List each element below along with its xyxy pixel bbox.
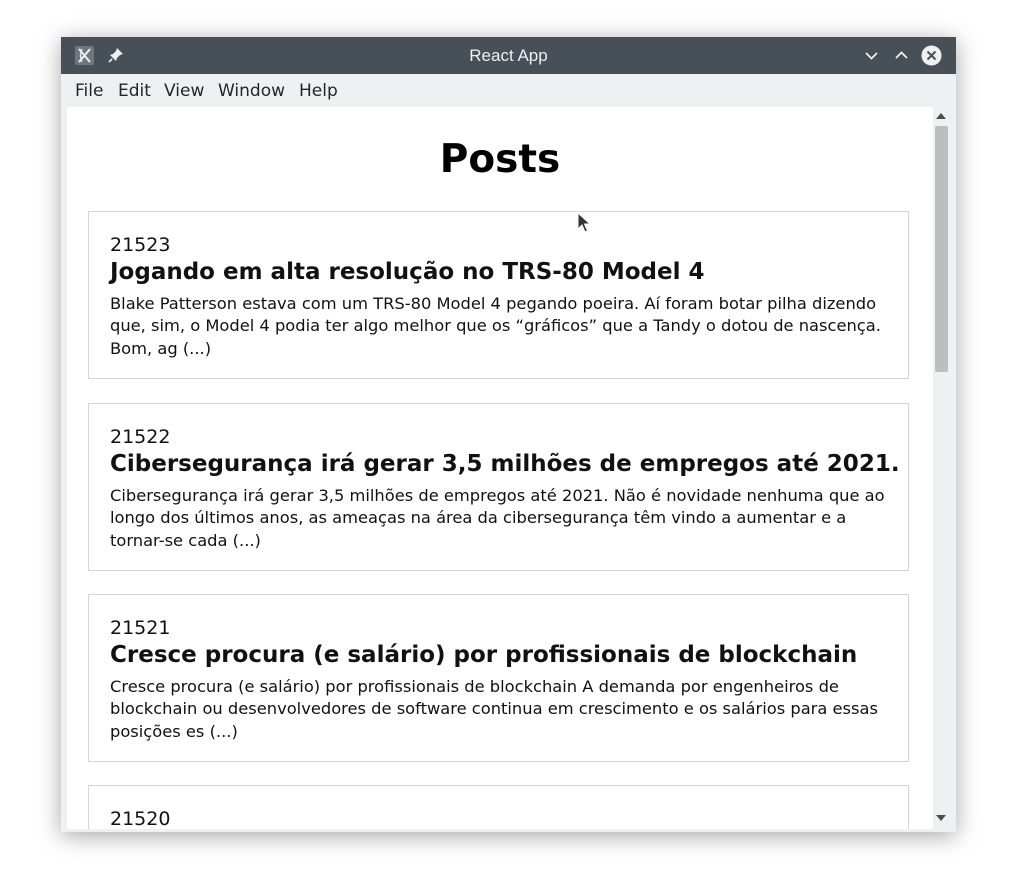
menu-file[interactable]: File <box>75 81 104 101</box>
post-title: Cresce procura (e salário) por profissionais de blockchain <box>110 642 858 668</box>
post-excerpt: Blake Patterson estava com um TRS-80 Model 4 pegando poeira. Aí foram botar pilha dizendo que, sim, o Model 4 podia ter algo melhor que os “gráficos” que a Tandy o dotou de nascença. Bom, ag (...) <box>110 294 881 358</box>
post-title: Cibersegurança irá gerar 3,5 milhões de empregos até 2021. <box>110 451 900 477</box>
post-id: 21523 <box>110 234 171 256</box>
scroll-down-arrow-icon[interactable] <box>936 815 946 821</box>
vertical-scrollbar[interactable] <box>933 107 950 829</box>
post-card[interactable] <box>88 785 909 829</box>
post-card[interactable] <box>88 403 909 571</box>
post-excerpt: Cresce procura (e salário) por profissionais de blockchain A demanda por engenheiros de blockchain ou desenvolvedores de software continua em crescimento e os salários para essas posições es (...) <box>110 677 878 741</box>
scroll-thumb[interactable] <box>935 126 948 372</box>
post-card[interactable] <box>88 594 909 762</box>
post-excerpt: Cibersegurança irá gerar 3,5 milhões de empregos até 2021. Não é novidade nenhuma que ao longo dos últimos anos, as ameaças na área da cibersegurança têm vindo a aumentar e a tornar-se cada (...) <box>110 486 885 550</box>
app-window <box>61 37 956 832</box>
window-title: React App <box>469 46 548 65</box>
chevron-up-icon[interactable] <box>891 45 912 66</box>
menu-edit[interactable]: Edit <box>118 81 151 101</box>
menu-window[interactable]: Window <box>218 81 286 101</box>
title-bar[interactable] <box>61 37 956 74</box>
chevron-down-icon[interactable] <box>861 45 882 66</box>
post-card[interactable] <box>88 211 909 379</box>
post-id: 21521 <box>110 617 171 639</box>
page-title: Posts <box>439 137 561 182</box>
post-id: 21520 <box>110 808 171 829</box>
post-id: 21522 <box>110 426 171 448</box>
web-content[interactable] <box>67 107 933 829</box>
menu-bar <box>61 74 956 106</box>
menu-help[interactable]: Help <box>299 81 338 101</box>
close-icon[interactable] <box>921 45 942 66</box>
menu-view[interactable]: View <box>164 81 205 101</box>
scroll-up-arrow-icon[interactable] <box>936 113 946 119</box>
mouse-cursor-icon <box>577 212 593 234</box>
post-title: Jogando em alta resolução no TRS-80 Model 4 <box>110 259 705 285</box>
